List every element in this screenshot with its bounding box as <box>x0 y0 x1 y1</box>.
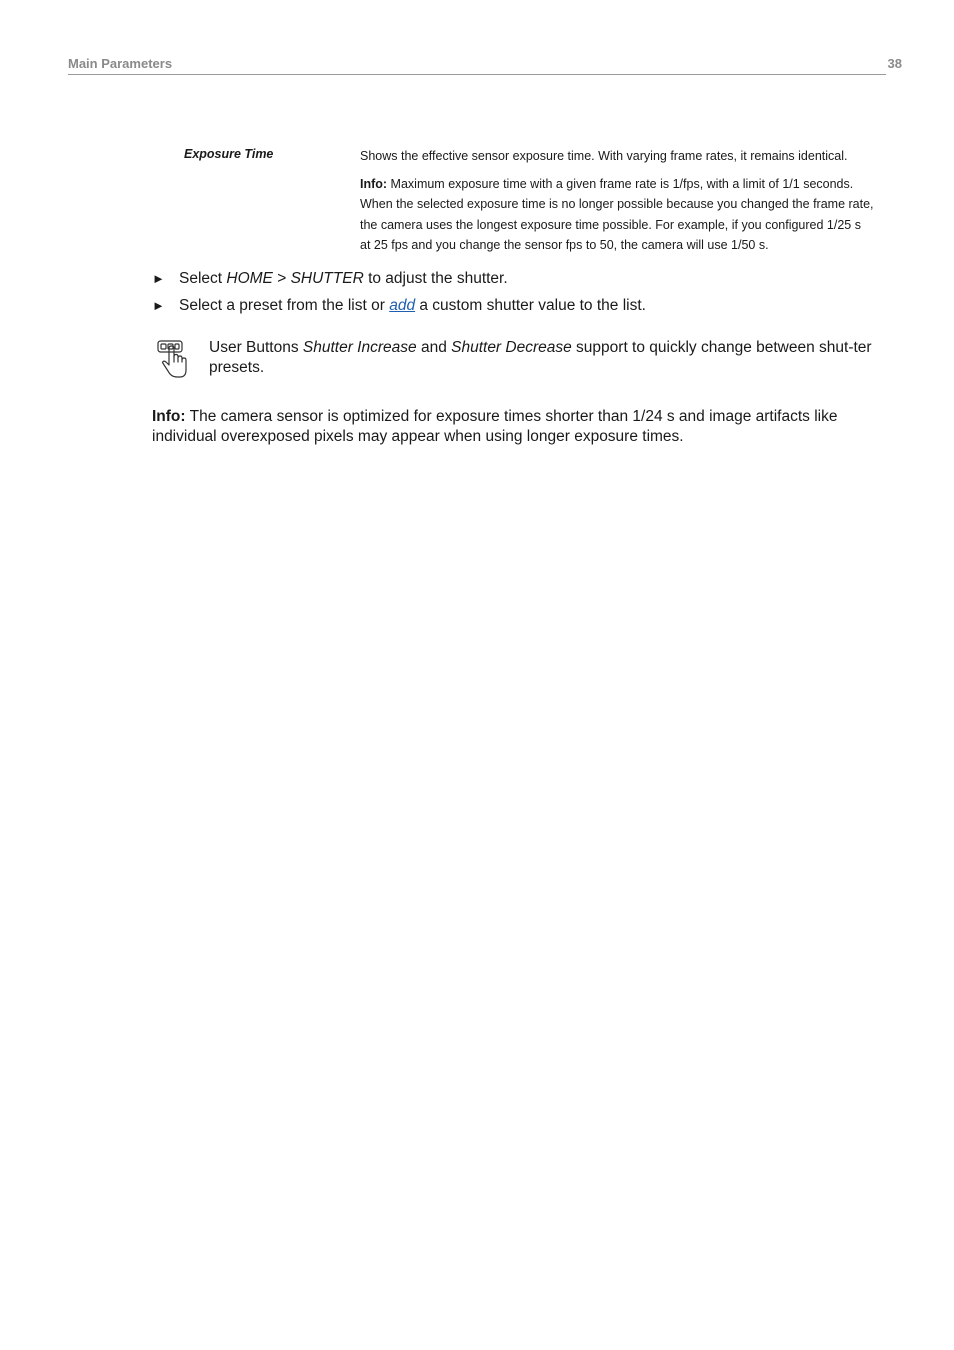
page-header <box>68 56 902 76</box>
shutter-increase-name: Shutter Increase <box>302 339 417 356</box>
info-text: The camera sensor is optimized for exposure times shorter than 1/24 s and image artifacts like individual overexposed pixels may appear when using longer exposure times. <box>152 408 838 445</box>
parameter-info-text: Maximum exposure time with a given frame rate is 1/fps, with a limit of 1/1 seconds. When the selected exposure time is no longer possible because you changed the frame rate, the camera uses the longest exposure time possible. For example, if you configured 1/25 s at 25 fps and you change the sensor fps to 50, the camera will use 1/50 s. <box>360 176 874 252</box>
menu-path-home: HOME <box>226 270 273 287</box>
tip-text-post: support to quickly change between shut-ter presets. <box>209 339 872 376</box>
info-label: Info: <box>152 408 186 425</box>
parameter-info-label: Info: <box>360 176 388 191</box>
hand-pressing-button-icon <box>156 338 190 380</box>
parameter-info-note <box>360 174 874 256</box>
step-text-pre: Select <box>179 270 227 287</box>
step-text-post: to adjust the shutter. <box>363 270 508 287</box>
instruction-steps <box>152 268 882 322</box>
step-text-post: a custom shutter value to the list. <box>415 297 646 314</box>
parameter-name: Exposure Time <box>184 147 274 161</box>
add-link[interactable]: add <box>389 297 416 314</box>
step-text <box>179 268 508 290</box>
step-text <box>179 295 646 317</box>
parameter-description-text: Shows the effective sensor exposure time. With varying frame rates, it remains identical. <box>360 149 848 163</box>
shutter-decrease-name: Shutter Decrease <box>451 339 572 356</box>
page-number: 38 <box>887 56 902 71</box>
step-item <box>152 295 882 322</box>
header-divider <box>68 74 886 75</box>
section-title: Main Parameters <box>68 56 173 71</box>
tip-text <box>209 338 881 378</box>
menu-path-separator: > <box>272 270 291 287</box>
info-note <box>152 407 882 446</box>
tip-text-mid: and <box>416 339 452 356</box>
step-bullet-icon: ► <box>152 271 165 286</box>
tip-text-pre: User Buttons <box>209 339 303 356</box>
step-text-pre: Select a preset from the list or <box>179 297 390 314</box>
step-item <box>152 268 882 295</box>
step-bullet-icon: ► <box>152 298 165 313</box>
parameter-description <box>360 146 874 256</box>
menu-path-shutter: SHUTTER <box>290 270 364 287</box>
